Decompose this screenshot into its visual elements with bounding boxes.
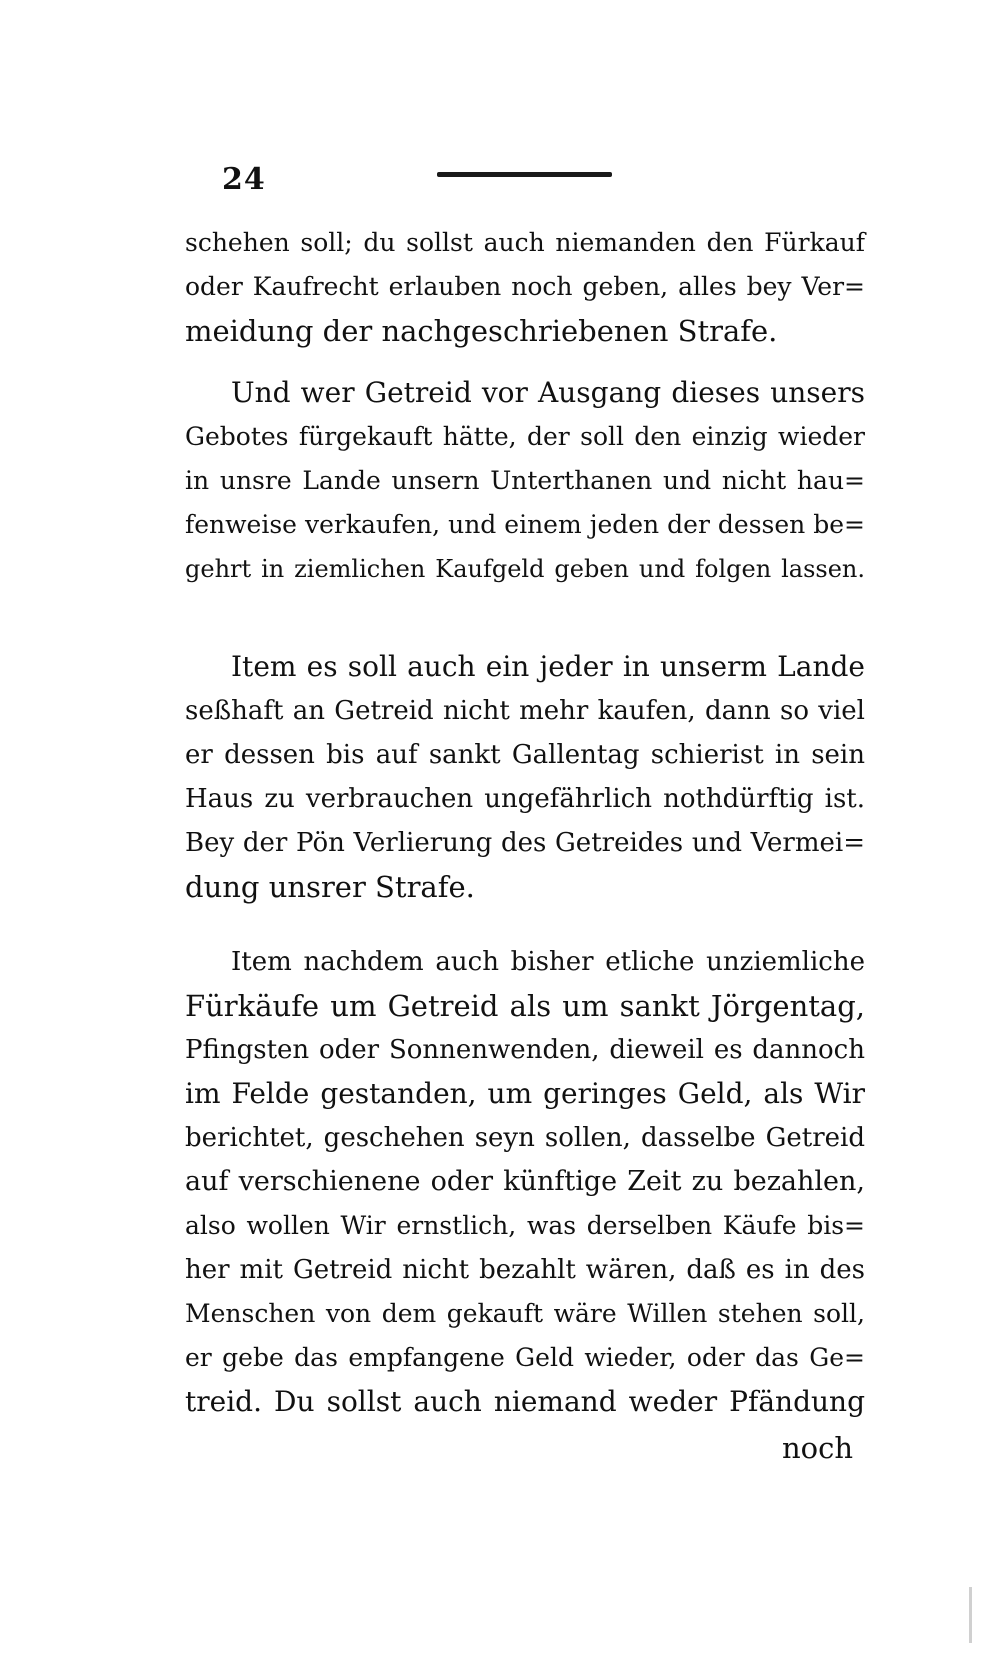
- text-line: dung unsrer Strafe.: [185, 870, 475, 904]
- text-line: fenweise verkaufen, und einem jeden der dessen be=: [185, 510, 865, 539]
- paragraph-1: [185, 221, 865, 353]
- text-line: her mit Getreid nicht bezahlt wären, daß es in des: [185, 1255, 865, 1285]
- scan-edge-mark: [969, 1587, 972, 1643]
- paragraph-4: [185, 940, 865, 1424]
- text-line: meidung der nachgeschriebenen Strafe.: [185, 314, 778, 348]
- paragraph-3: [185, 645, 865, 909]
- text-line: Haus zu verbrauchen ungefährlich nothdürftig ist.: [185, 784, 865, 814]
- text-line: berichtet, geschehen seyn sollen, dasselbe Getreid: [185, 1123, 865, 1153]
- catchword: noch: [782, 1431, 854, 1465]
- text-line: also wollen Wir ernstlich, was derselben Käufe bis=: [185, 1211, 865, 1240]
- text-line: Und wer Getreid vor Ausgang dieses unsers: [231, 376, 865, 409]
- paragraph-2: [185, 371, 865, 591]
- text-line: schehen soll; du sollst auch niemanden den Fürkauf: [185, 228, 865, 257]
- text-line: gehrt in ziemlichen Kaufgeld geben und folgen lassen.: [185, 555, 865, 583]
- text-line: er dessen bis auf sankt Gallentag schierist in sein: [185, 740, 865, 770]
- text-line: Pfingsten oder Sonnenwenden, dieweil es dannoch: [185, 1035, 865, 1065]
- text-line: oder Kaufrecht erlauben noch geben, alles bey Ver=: [185, 272, 865, 301]
- text-line: Item es soll auch ein jeder in unserm Lande: [231, 650, 865, 683]
- text-line: treid. Du sollst auch niemand weder Pfändung: [185, 1385, 865, 1418]
- text-line: im Felde gestanden, um geringes Geld, als Wir: [185, 1077, 865, 1110]
- page-number: 24: [222, 162, 266, 197]
- header-rule: [437, 172, 612, 177]
- text-line: Fürkäufe um Getreid als um sankt Jörgentag,: [185, 989, 865, 1023]
- text-line: in unsre Lande unsern Unterthanen und nicht hau=: [185, 466, 865, 495]
- text-line: Item nachdem auch bisher etliche unziemliche: [231, 947, 865, 977]
- text-line: Gebotes fürgekauft hätte, der soll den einzig wieder: [185, 422, 865, 451]
- text-line: seßhaft an Getreid nicht mehr kaufen, dann so viel: [185, 696, 865, 726]
- text-line: er gebe das empfangene Geld wieder, oder das Ge=: [185, 1343, 865, 1372]
- text-line: Menschen von dem gekauft wäre Willen stehen soll,: [185, 1299, 865, 1328]
- text-line: Bey der Pön Verlierung des Getreides und Vermei=: [185, 828, 865, 858]
- text-line: auf verschienene oder künftige Zeit zu bezahlen,: [185, 1166, 865, 1197]
